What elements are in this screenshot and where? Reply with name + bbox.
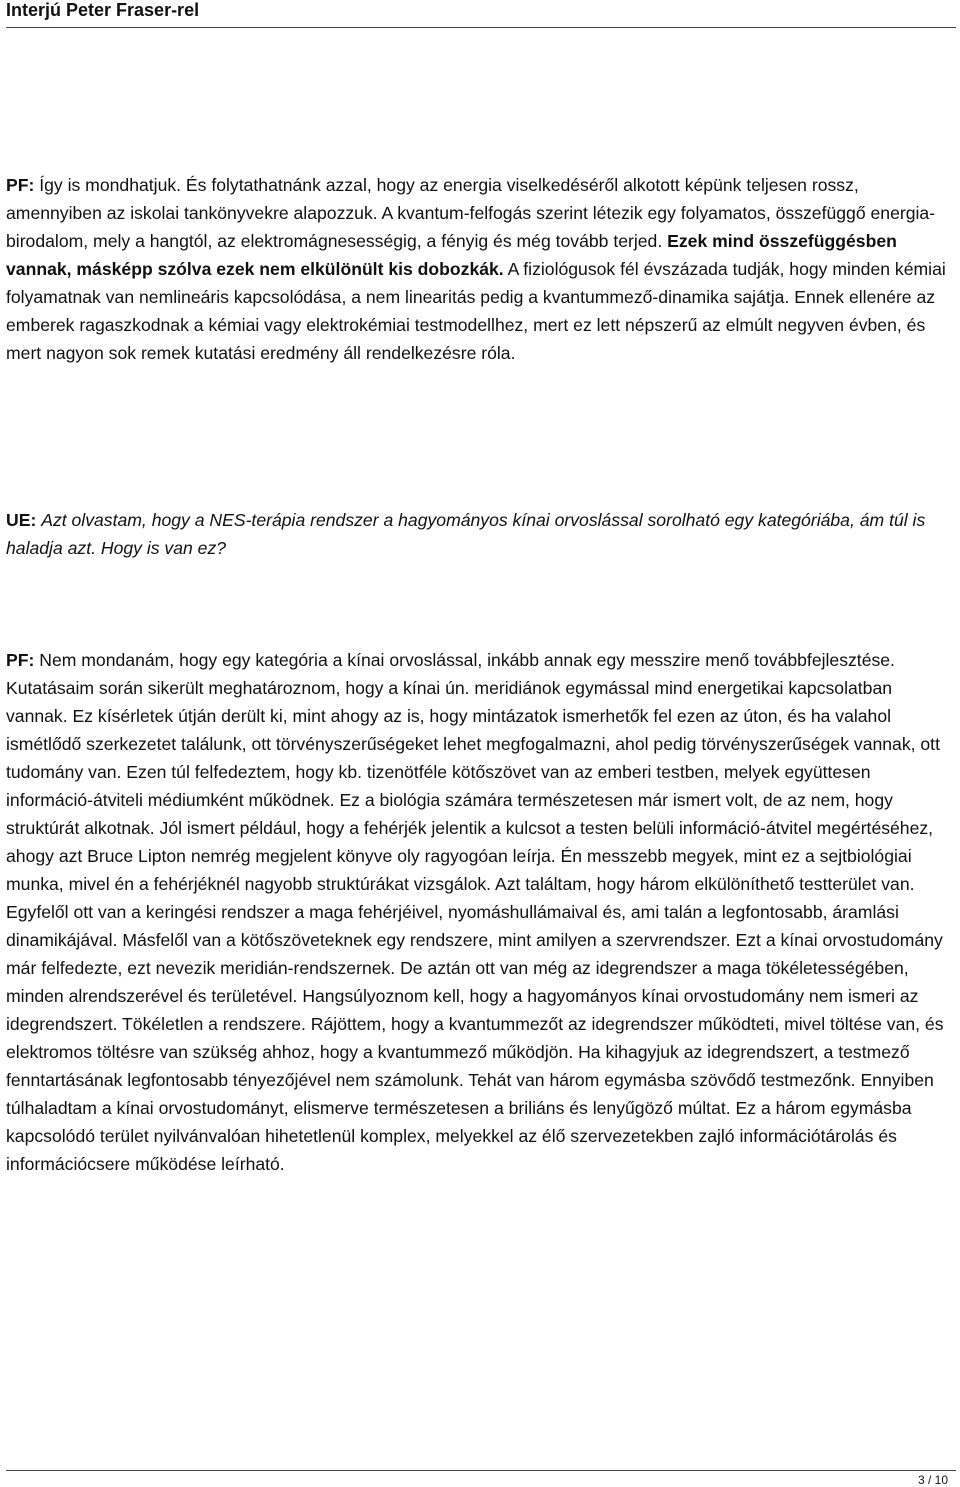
page-number: 3 / 10 [917,1473,948,1487]
answer-text: Így is mondhatjuk. És folytathatnánk azzal, hogy az energia viselkedéséről alkotott képünk teljesen rossz, amennyiben az iskolai tankönyvekre alapozzuk. A kvantum-felfogás szerint létezik egy folyamatos, összefüggő energia-birodalom, mely a hangtól, az elektromágnesességig, a fényig és még tovább terjed. [6,175,936,251]
speaker-label: PF: [6,175,35,195]
question-paragraph [6,506,951,562]
answer-paragraph-2 [6,646,951,1178]
answer-text-continued: A fiziológusok fél évszázada tudják, hogy minden kémiai folyamatnak van nemlineáris kapcsolódása, a nem linearitás pedig a kvantummező-dinamika sajátja. Ennek ellenére az emberek ragaszkodnak a kémiai vagy elektrokémiai testmodellhez, mert ez lett népszerű az elmúlt negyven évben, és mert nagyon sok remek kutatási eredmény áll rendelkezésre róla. [6,259,946,363]
question-text: Azt olvastam, hogy a NES-terápia rendszer a hagyományos kínai orvoslással sorolható egy kategóriába, ám túl is haladja azt. Hogy is van ez? [6,510,926,558]
page-header [6,0,956,28]
page-footer-rule [6,1470,956,1471]
answer-text: Nem mondanám, hogy egy kategória a kínai orvoslással, inkább annak egy messzire menő továbbfejlesztése. Kutatásaim során sikerült meghatároznom, hogy a kínai ún. meridiánok egymással mind energetikai kapcsolatban vannak. Ez kísérletek útján derült ki, mint ahogy az is, hogy mintázatok ismerhetők fel ezen az úton, és ha valahol ismétlődő szerkezetet találunk, ott törvényszerűségeket lehet megfogalmazni, ahol pedig törvényszerűségek vannak, ott tudomány van. Ezen túl felfedeztem, hogy kb. tizenötféle kötőszövet van az emberi testben, melyek együttesen információ-átviteli médiumként működnek. Ez a biológia számára természetesen már ismert volt, de az nem, hogy struktúrát alkotnak. Jól ismert például, hogy a fehérjék jelentik a kulcsot a testen belüli információ-átvitel megértéséhez, ahogy azt Bruce Lipton nemrég megjelent könyve oly ragyogóan leírja. Én messzebb megyek, mint ez a sejtbiológiai munka, mivel én a fehérjéknél nagyobb struktúrákat vizsgálok. Azt találtam, hogy három elkülöníthető testterület van. Egyfelől ott van a keringési rendszer a maga fehérjéivel, nyomáshullámaival és, ami talán a legfontosabb, áramlási dinamikájával. Másfelől van a kötőszöveteknek egy rendszere, mint amilyen a szervrendszer. Ezt a kínai orvostudomány már felfedezte, ezt nevezik meridián-rendszernek. De aztán ott van még az idegrendszer a maga tökéletességében, minden alrendszerével és területével. Hangsúlyoznom kell, hogy a hagyományos kínai orvostudomány nem ismeri az idegrendszert. Tökéletlen a rendszere. Rájöttem, hogy a kvantummezőt az idegrendszer működteti, mivel töltése van, és elektromos töltésre van szükség ahhoz, hogy a kvantummező működjön. Ha kihagyjuk az idegrendszert, a testmező fenntartásának legfontosabb tényezőjével nem számolunk. Tehát van három egymásba szövődő testmezőnk. Ennyiben túlhaladtam a kínai orvostudományt, elismerve természetesen a briliáns és lenyűgöző múltat. Ez a három egymásba kapcsolódó terület nyilvánvalóan hihetetlenül komplex, melyekkel az élő szervezetekben zajló információtárolás és információcsere működése leírható. [6,650,944,1174]
speaker-label: PF: [6,650,35,670]
speaker-label: UE: [6,510,37,530]
answer-text-bold: Ezek mind összefüggésben vannak, másképp szólva ezek nem elkülönült kis dobozkák. [6,231,897,279]
answer-paragraph-1 [6,171,951,367]
document-title: Interjú Peter Fraser-rel [6,0,200,20]
